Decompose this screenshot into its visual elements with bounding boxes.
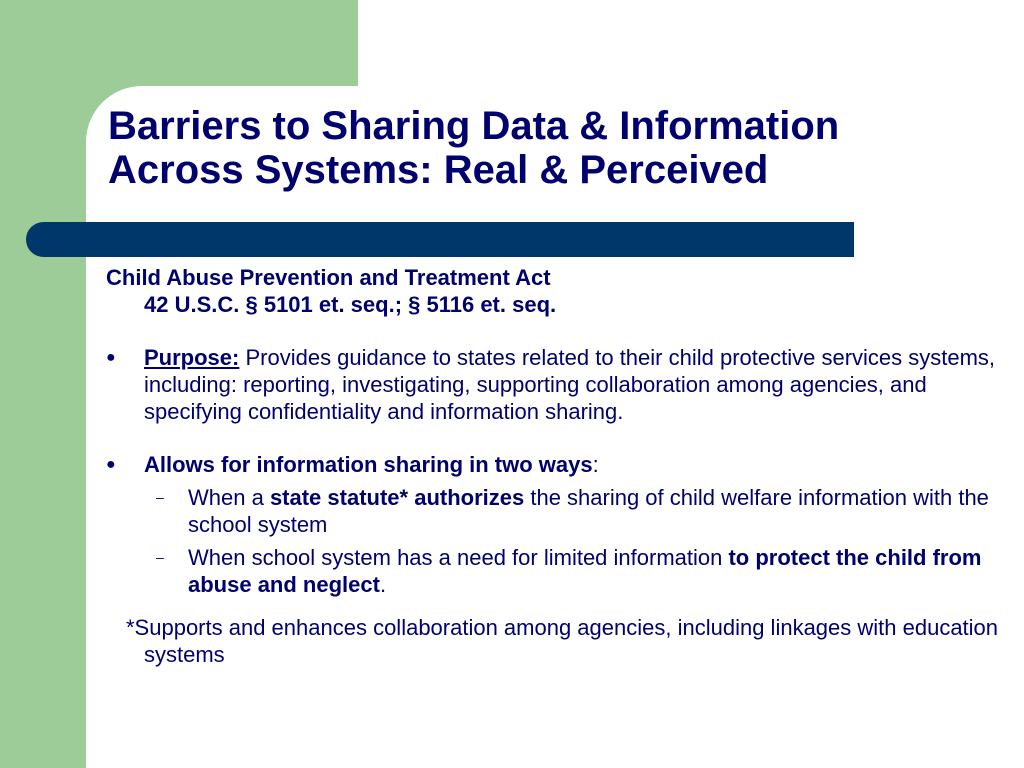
bullet-dot-icon: ● <box>106 349 116 366</box>
allows-label: Allows for information sharing in two ways <box>144 452 593 477</box>
sub2-bold: to protect the child from abuse and neglect <box>188 545 982 597</box>
sub1-post: the sharing of child welfare information with the school system <box>188 485 989 537</box>
bullet-purpose <box>106 344 1006 425</box>
dash-icon: – <box>156 549 164 565</box>
bullet-allows <box>106 451 1006 478</box>
title-line-1: Barriers to Sharing Data & Information <box>108 104 840 148</box>
slide-body <box>106 264 1006 668</box>
act-name: Child Abuse Prevention and Treatment Act <box>106 265 551 290</box>
purpose-text: Provides guidance to states related to their child protective services systems, including: reporting, investigating, supporting collaboration among agencies, and specifying confidentiality and information sharing. <box>144 345 996 424</box>
sub1-bold: state statute* authorizes <box>269 485 525 510</box>
purpose-label: Purpose: <box>144 345 240 370</box>
slide-title <box>108 104 1008 192</box>
sub2-pre: When school system has a need for limited information <box>188 545 729 570</box>
allows-colon: : <box>592 452 599 477</box>
sub-item-state-statute <box>106 484 1006 538</box>
title-line-2: Across Systems: Real & Perceived <box>108 148 769 192</box>
sub-item-limited-info <box>106 544 1006 598</box>
sub1-pre: When a <box>188 485 270 510</box>
sub2-post: . <box>379 572 387 597</box>
act-citation: 42 U.S.C. § 5101 et. seq.; § 5116 et. seq. <box>144 292 557 317</box>
dash-icon: – <box>156 489 164 505</box>
bullet-dot-icon: ● <box>106 456 116 473</box>
title-divider-bar <box>26 222 854 257</box>
footnote: *Supports and enhances collaboration among agencies, including linkages with education systems <box>126 615 999 667</box>
